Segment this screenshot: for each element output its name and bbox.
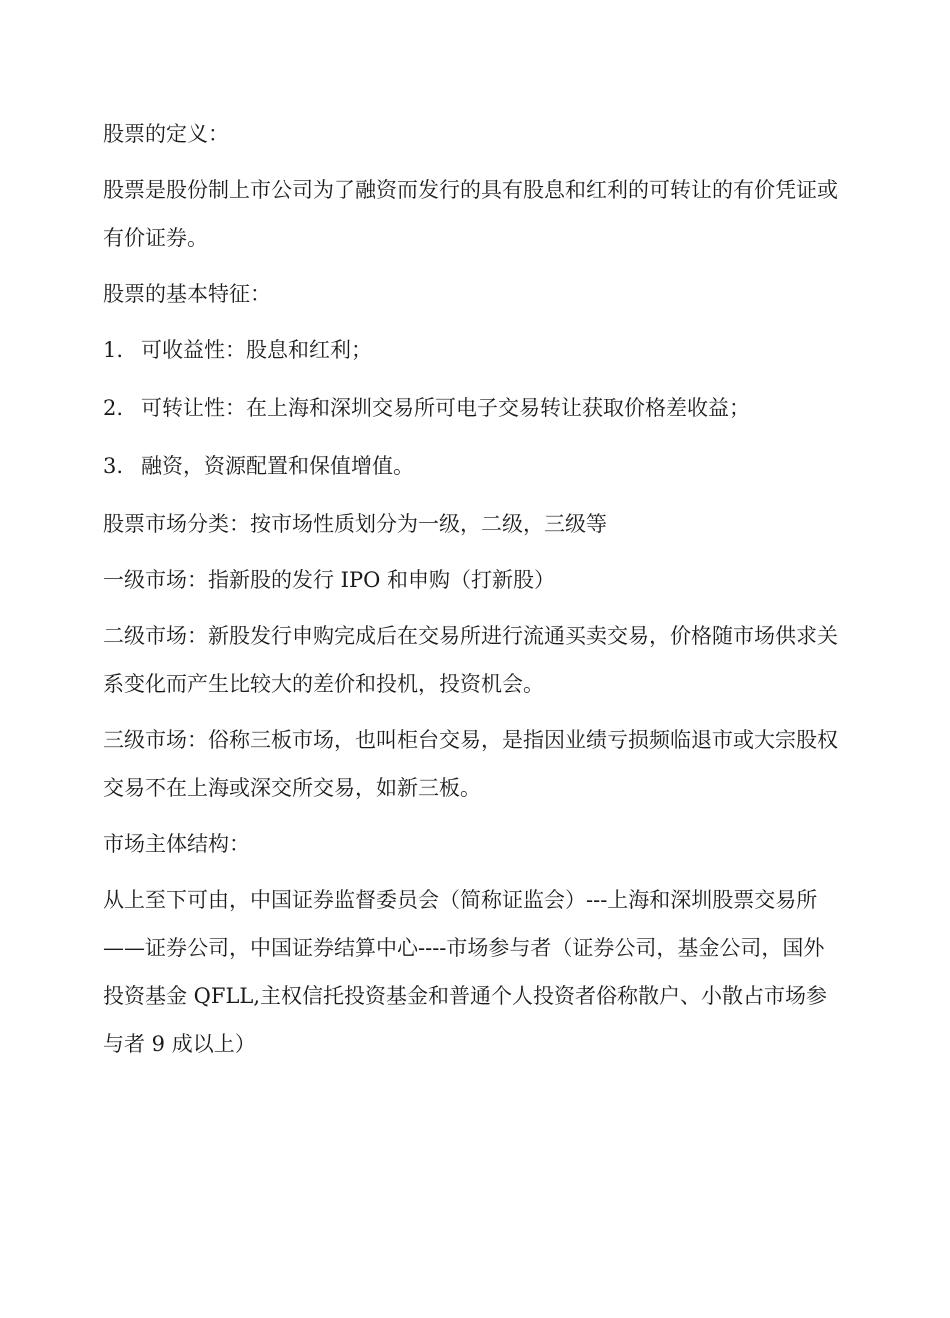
heading-definition: 股票的定义： [103,122,229,146]
tertiary-market: 三级市场：俗称三板市场，也叫柜台交易，是指因业绩亏损频临退市或大宗股权交易不在上海或深交所交易，如新三板。 [103,728,838,800]
heading-features: 股票的基本特征： [103,282,271,306]
feature-item-1 [103,326,843,374]
feature-number: 2. [103,396,124,420]
feature-item-2 [103,384,843,432]
feature-text: 融资，资源配置和保值增值。 [141,454,414,478]
document-body [103,110,843,1076]
market-classification: 股票市场分类：按市场性质划分为一级，二级，三级等 [103,512,607,536]
feature-number: 1. [103,338,124,362]
feature-item-3 [103,442,843,490]
structure-text: 从上至下可由，中国证券监督委员会（简称证监会）---上海和深圳股票交易所——证券公司，中国证券结算中心----市场参与者（证券公司，基金公司，国外投资基金 QFLL,主权信托投资基金和普通个人投资者俗称散户、小散占市场参与者 9 成以上） [103,888,828,1056]
feature-text: 可转让性：在上海和深圳交易所可电子交易转让获取价格差收益； [141,396,750,420]
secondary-market: 二级市场：新股发行申购完成后在交易所进行流通买卖交易，价格随市场供求关系变化而产生比较大的差价和投机，投资机会。 [103,624,838,696]
feature-text: 可收益性：股息和红利； [141,338,372,362]
definition-text: 股票是股份制上市公司为了融资而发行的具有股息和红利的可转让的有价凭证或有价证券。 [103,178,838,250]
primary-market: 一级市场：指新股的发行 IPO 和申购（打新股） [103,568,555,592]
feature-number: 3. [103,454,124,478]
heading-structure: 市场主体结构： [103,832,250,856]
